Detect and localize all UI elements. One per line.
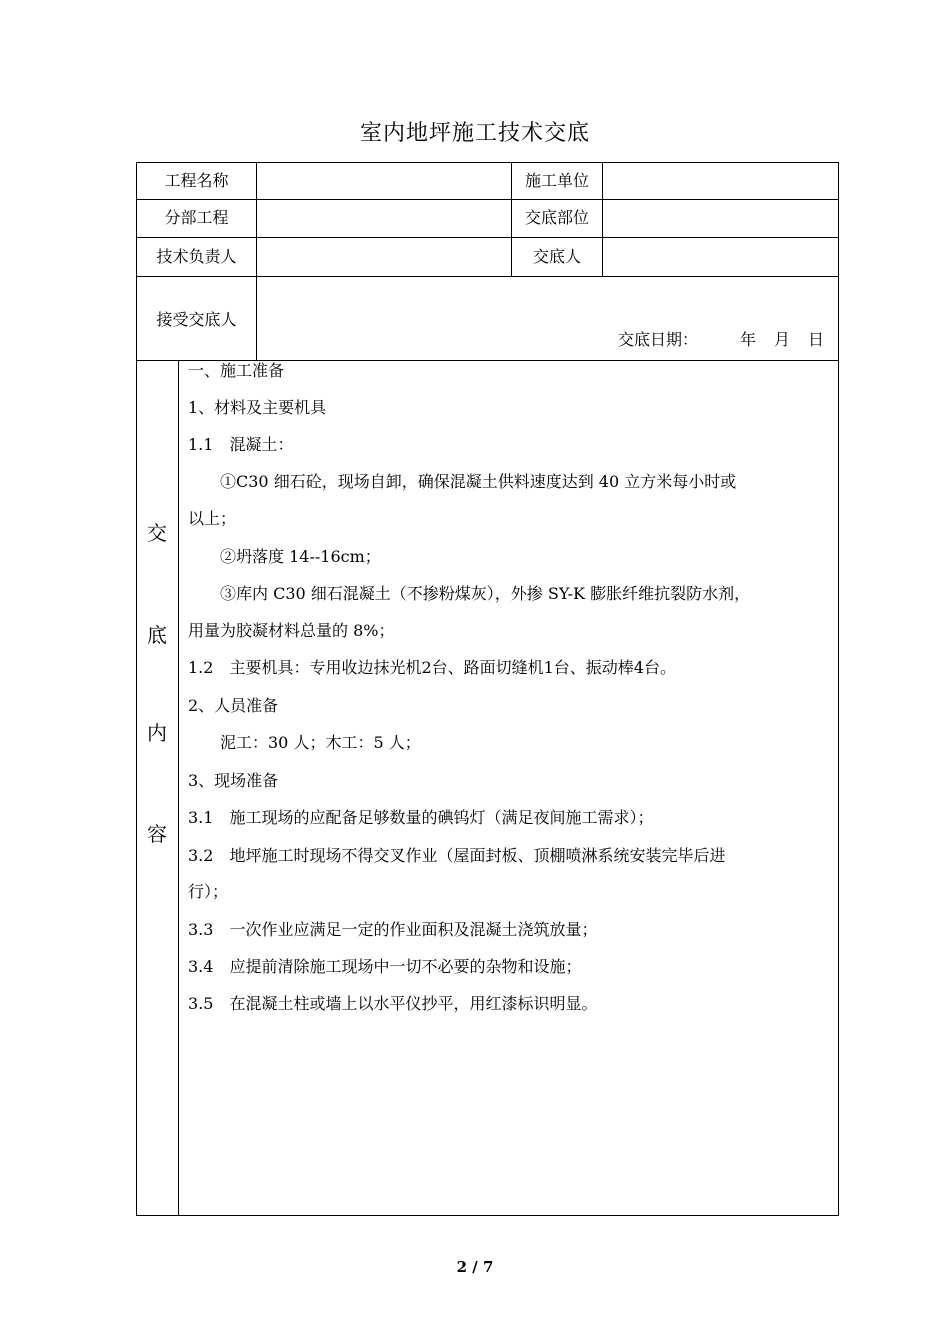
handover-location-label: 交底部位	[524, 208, 589, 227]
sub-project-label: 分部工程	[164, 208, 229, 227]
side-label-char: 容	[147, 822, 167, 846]
content-line: 用量为胶凝材料总量的 8%；	[188, 621, 395, 640]
content-line: 一、施工准备	[188, 361, 285, 380]
date-month: 月	[774, 330, 791, 349]
handover-person-label: 交底人	[532, 247, 581, 266]
content-line: 3.2 地坪施工时现场不得交叉作业（屋面封板、顶棚喷淋系统安装完毕后进	[188, 846, 726, 865]
date-year: 年	[740, 330, 757, 349]
project-name-label: 工程名称	[164, 171, 229, 190]
side-label-char: 底	[147, 623, 167, 647]
document-title: 室内地坪施工技术交底	[359, 121, 590, 146]
content-line: 1.1 混凝土：	[188, 435, 294, 454]
content-line: 1、材料及主要机具	[188, 398, 327, 417]
content-line: 3.3 一次作业应满足一定的作业面积及混凝土浇筑放量；	[188, 920, 598, 939]
content-line: 3.5 在混凝土柱或墙上以水平仪抄平，用红漆标识明显。	[188, 994, 598, 1013]
content-line: 3.1 施工现场的应配备足够数量的碘钨灯（满足夜间施工需求）；	[188, 808, 654, 827]
content-line: ②坍落度 14--16cm；	[188, 547, 381, 566]
content-line: 3、现场准备	[188, 771, 279, 790]
content-line: ③库内 C30 细石混凝土（不掺粉煤灰），外掺 SY-K 膨胀纤维抗裂防水剂，	[188, 584, 751, 603]
side-label-char: 交	[147, 521, 167, 545]
side-label-char: 内	[147, 721, 167, 745]
content-line: 泥工：30 人；木工：5 人；	[188, 733, 421, 752]
page-number: 2 / 7	[456, 1258, 494, 1276]
date-day: 日	[808, 330, 825, 349]
handover-content	[188, 353, 832, 1053]
tech-lead-label: 技术负责人	[156, 247, 237, 266]
content-line: 以上；	[188, 509, 237, 528]
construction-unit-label: 施工单位	[524, 171, 589, 190]
content-line: 3.4 应提前清除施工现场中一切不必要的杂物和设施；	[188, 957, 582, 976]
content-line: 行）；	[188, 882, 229, 901]
content-line: ①C30 细石砼，现场自卸，确保混凝土供料速度达到 40 立方米每小时或	[188, 472, 737, 491]
recipient-label: 接受交底人	[156, 310, 237, 329]
content-line: 1.2 主要机具：专用收边抹光机2台、路面切缝机1台、振动棒4台。	[188, 658, 676, 677]
handover-date	[618, 330, 833, 350]
date-label: 交底日期：	[618, 330, 699, 349]
content-line: 2、人员准备	[188, 696, 279, 715]
